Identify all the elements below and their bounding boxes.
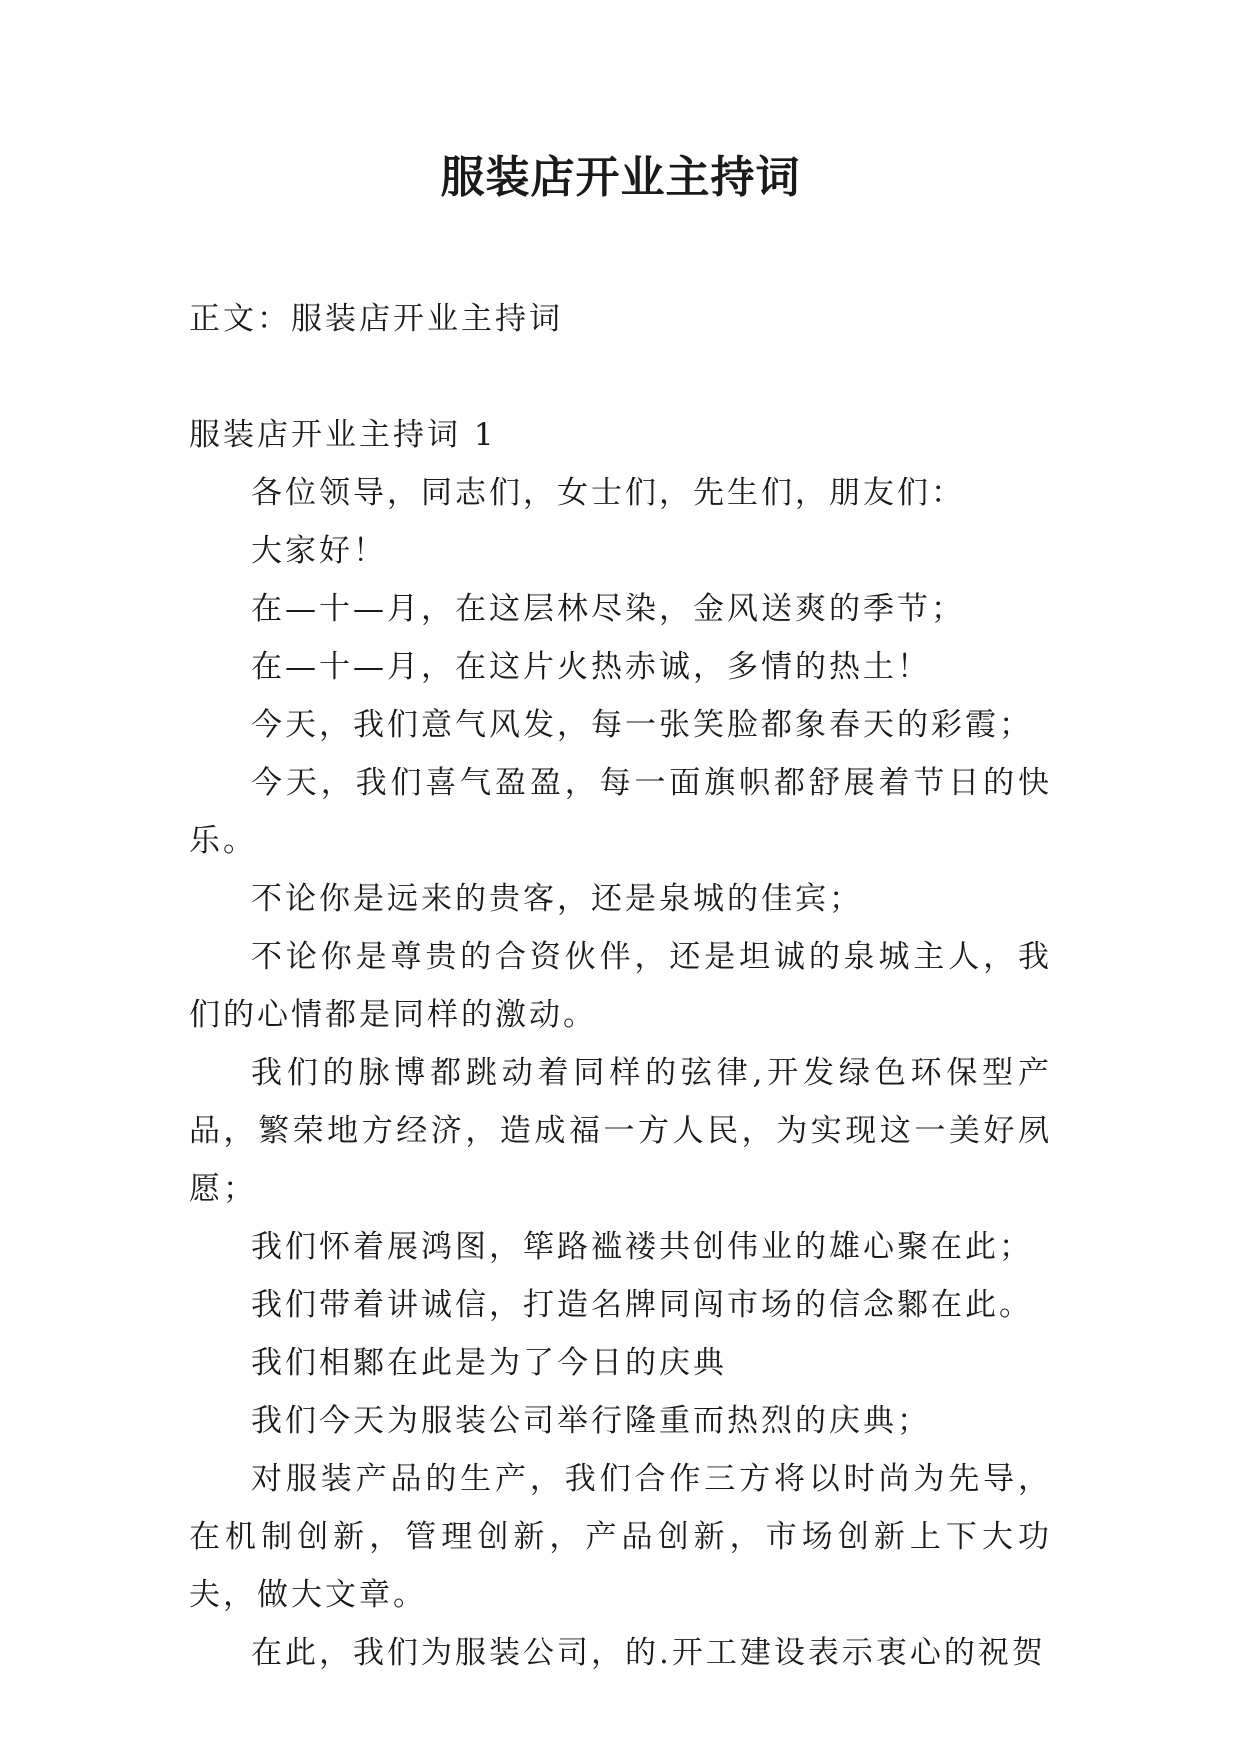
paragraph: 我们带着讲诚信，打造名牌同闯市场的信念鄹在此。 (251, 1287, 1033, 1323)
paragraph: 对服装产品的生产，我们合作三方将以时尚为先导，在机制创新，管理创新，产品创新，市场创新上下大功夫，做大文章。 (189, 1461, 1052, 1613)
document-body (189, 290, 1052, 1682)
section-heading: 服装店开业主持词 1 (189, 417, 497, 453)
paragraph: 不论你是尊贵的合资伙伴，还是坦诚的泉城主人，我们的心情都是同样的激动。 (189, 939, 1052, 1033)
paragraph: 各位领导，同志们，女士们，先生们，朋友们： (251, 475, 965, 511)
subject-line: 正文：服装店开业主持词 (189, 301, 563, 337)
paragraph: 我们的脉博都跳动着同样的弦律,开发绿色环保型产品，繁荣地方经济，造成福一方人民，为实现这一美好夙愿； (189, 1055, 1052, 1207)
document-title: 服装店开业主持词 (440, 152, 801, 203)
paragraph: 今天，我们喜气盈盈，每一面旗帜都舒展着节日的快乐。 (189, 765, 1052, 859)
paragraph: 不论你是远来的贵客，还是泉城的佳宾； (251, 881, 863, 917)
paragraph: 我们相鄹在此是为了今日的庆典 (251, 1345, 727, 1381)
paragraph: 在此，我们为服装公司，的.开工建设表示衷心的祝贺 (251, 1635, 1046, 1671)
paragraph: 我们今天为服装公司举行隆重而热烈的庆典； (251, 1403, 931, 1439)
paragraph: 我们怀着展鸿图，筚路褴褛共创伟业的雄心聚在此； (251, 1229, 1033, 1265)
paragraph: 在—十—月，在这片火热赤诚，多情的热土！ (251, 649, 931, 685)
paragraph: 今天，我们意气风发，每一张笑脸都象春天的彩霞； (251, 707, 1033, 743)
paragraph: 大家好！ (251, 533, 387, 569)
paragraph: 在—十—月，在这层林尽染，金风送爽的季节； (251, 591, 965, 627)
